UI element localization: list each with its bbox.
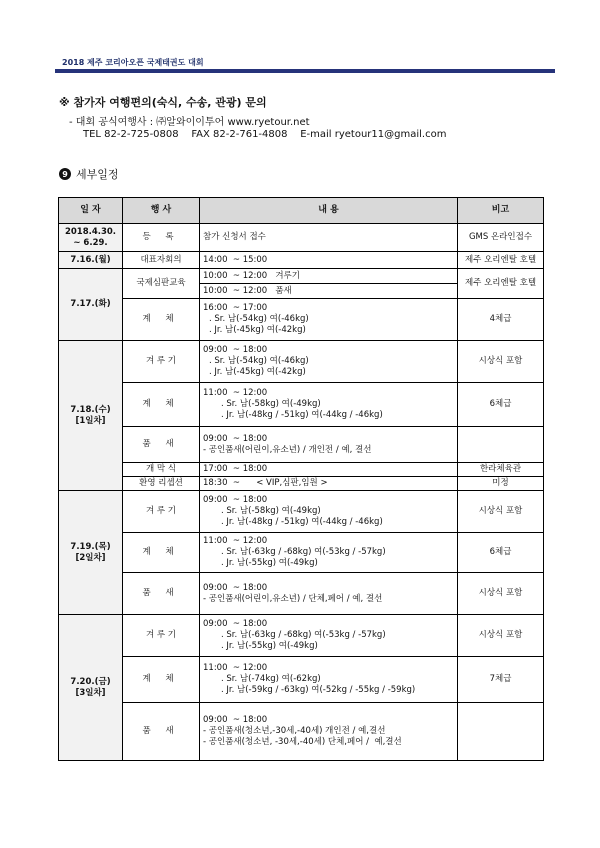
document-header: 2018 제주 코리아오픈 국제태권도 대회 [62,58,204,67]
event-cell [123,573,200,615]
content-line: 17:00 ~ 18:00 [203,464,268,474]
note-cell [458,491,544,533]
event-cell [123,252,200,269]
event-cell [123,703,200,761]
date-cell [59,224,123,252]
content-line: 11:00 ~ 12:00 [203,663,268,673]
note-text: 시상식 포함 [478,356,523,366]
content-cell [200,299,458,341]
date-cell [59,491,123,615]
note-text: 미정 [492,478,509,488]
date-line: ~ 6.29. [73,237,108,248]
header-event: 행 사 [123,198,200,224]
content-line: - 공인품새(어린이,유소년) / 개인전 / 예, 결선 [203,444,372,455]
date-line: 7.20.(금) [70,676,111,687]
content-line: . Sr. 남(-74kg) 여(-62kg) [221,674,321,684]
event-label: 계 체 [142,314,180,324]
event-label: 겨 루 기 [145,356,177,366]
table-row [59,252,544,269]
content-line: . Jr. 남(-45kg) 여(-42kg) [209,367,306,377]
event-cell [123,477,200,491]
content-line: 09:00 ~ 18:00 [203,619,268,629]
note-text: 6체급 [489,547,512,557]
content-cell [200,383,458,427]
content-line: . Sr. 남(-63kg / -68kg) 여(-53kg / -57kg) [221,630,386,640]
content-cell [200,477,458,491]
note-cell [458,615,544,657]
content-cell [200,463,458,477]
note-text: 제주 오리엔탈 호텔 [464,254,537,265]
event-cell [123,615,200,657]
section-title [59,166,119,182]
content-line: 09:00 ~ 18:00 [203,495,268,505]
content-line: 09:00 ~ 18:00 [203,582,268,593]
table-row [59,463,544,477]
date-cell [59,341,123,491]
event-cell [123,224,200,252]
table-row [59,703,544,761]
content-cell [200,703,458,761]
date-cell [59,269,123,341]
table-row [59,615,544,657]
content-line: . Sr. 남(-58kg) 여(-49kg) [221,399,321,409]
event-label: 계 체 [142,399,180,409]
table-row [59,477,544,491]
content-line: . Jr. 남(-45kg) 여(-42kg) [209,325,306,335]
content-line: 09:00 ~ 18:00 [203,345,268,355]
event-cell [123,341,200,383]
note-cell [458,269,544,299]
table-row [59,427,544,463]
content-cell [200,224,458,252]
event-cell [123,491,200,533]
content-line: . Sr. 남(-63kg / -68kg) 여(-53kg / -57kg) [221,547,386,557]
table-row [59,491,544,533]
event-cell [123,533,200,573]
table-header-row [59,198,544,224]
date-line: 2018.4.30. [64,226,117,237]
content-line: 14:00 ~ 15:00 [203,254,268,265]
event-label: 품 새 [142,439,180,449]
event-label: 겨 루 기 [145,506,177,516]
note-cell [458,383,544,427]
header-rule [55,69,555,73]
note-cell [458,703,544,761]
note-cell [458,657,544,703]
event-label: 대표자회의 [140,254,182,265]
table-row [59,341,544,383]
table-row [59,224,544,252]
event-label: 국제심판교육 [136,278,186,288]
table-row [59,269,544,284]
note-cell [458,252,544,269]
content-cell [200,252,458,269]
note-cell [458,477,544,491]
circled-number-icon: 9 [59,168,71,180]
date-line: [2일차] [75,552,106,563]
content-cell [200,573,458,615]
event-label: 등 록 [142,232,180,242]
notice-title: ※ 참가자 여행편의(숙식, 수송, 관광) 문의 [59,96,267,109]
note-cell [458,463,544,477]
event-cell [123,269,200,299]
content-line: . Sr. 남(-58kg) 여(-49kg) [221,506,321,516]
header-date: 일 자 [59,198,123,224]
note-text: 시상식 포함 [478,506,523,516]
content-cell [200,491,458,533]
note-text: 한라체육관 [479,464,522,474]
date-line: 7.17.(화) [70,299,111,309]
note-text: GMS 온라인접수 [468,232,533,242]
table-row [59,533,544,573]
event-label: 계 체 [142,674,180,684]
content-cell [200,657,458,703]
notice-agency: - 대회 공식여행사 : ㈜알와이이투어 www.ryetour.net [69,117,310,128]
note-cell [458,533,544,573]
content-line: - 공인품새(청소년, -30세,-40세) 단체,페어 / 예,결선 [203,737,402,747]
date-line: [1일차] [75,415,106,426]
note-cell [458,427,544,463]
event-cell [123,657,200,703]
content-line: . Jr. 남(-55kg) 여(-49kg) [221,558,318,568]
event-label: 겨 루 기 [145,630,177,640]
table-row [59,573,544,615]
note-cell [458,573,544,615]
date-line: 7.16.(월) [70,254,111,265]
content-cell [200,615,458,657]
schedule-table [58,197,544,761]
section-title-text: 세부일정 [76,168,119,181]
content-line: 11:00 ~ 12:00 [203,388,268,398]
event-label: 환영 리셉션 [139,478,183,488]
note-text: 시상식 포함 [478,630,523,640]
notice-contact: TEL 82-2-725-0808 FAX 82-2-761-4808 E-mail ryetour11@gmail.com [83,129,447,140]
date-line: 7.18.(수) [70,404,111,415]
event-cell [123,383,200,427]
content-line: 10:00 ~ 12:00 품새 [203,285,292,296]
event-label: 계 체 [142,547,180,557]
content-line: 09:00 ~ 18:00 [203,433,268,444]
event-cell [123,299,200,341]
content-cell [200,269,458,284]
content-cell [200,341,458,383]
event-label: 품 새 [142,726,180,736]
note-text: 6체급 [489,399,512,409]
note-cell [458,299,544,341]
table-row [59,299,544,341]
header-content: 내 용 [200,198,458,224]
date-cell [59,252,123,269]
content-line: . Sr. 남(-54kg) 여(-46kg) [209,314,309,324]
note-text: 4체급 [489,314,512,324]
content-cell [200,427,458,463]
event-label: 품 새 [142,588,180,598]
content-line: . Jr. 남(-48kg / -51kg) 여(-44kg / -46kg) [221,410,383,420]
event-cell [123,427,200,463]
content-line: . Sr. 남(-54kg) 여(-46kg) [209,356,309,366]
content-line: . Jr. 남(-48kg / -51kg) 여(-44kg / -46kg) [221,517,383,527]
content-line: . Jr. 남(-55kg) 여(-49kg) [221,641,318,651]
content-line: 11:00 ~ 12:00 [203,536,268,546]
event-label: 개 막 식 [145,464,177,474]
date-cell [59,615,123,761]
table-row [59,657,544,703]
note-cell [458,224,544,252]
content-cell [200,284,458,299]
content-cell [200,533,458,573]
content-line: . Jr. 남(-59kg / -63kg) 여(-52kg / -55kg / -59kg) [221,685,416,695]
content-line: 09:00 ~ 18:00 [203,715,268,725]
content-line: 16:00 ~ 17:00 [203,303,268,313]
content-line: 참가 신청서 접수 [203,232,266,242]
content-line: - 공인품새(청소년,-30세,-40세) 개인전 / 예,결선 [203,726,386,736]
table-row [59,383,544,427]
note-text: 시상식 포함 [478,588,523,598]
note-cell [458,341,544,383]
note-text: 제주 오리엔탈 호텔 [464,278,537,288]
event-cell [123,463,200,477]
content-line: - 공인품새(어린이,유소년) / 단체,페어 / 예, 결선 [203,593,383,604]
content-line: 10:00 ~ 12:00 겨루기 [203,270,300,281]
content-line: 18:30 ~ < VIP,심판,임원 > [203,478,328,488]
date-line: [3일차] [75,687,106,698]
note-text: 7체급 [489,674,512,684]
date-line: 7.19.(목) [70,541,111,552]
header-note: 비고 [458,198,544,224]
